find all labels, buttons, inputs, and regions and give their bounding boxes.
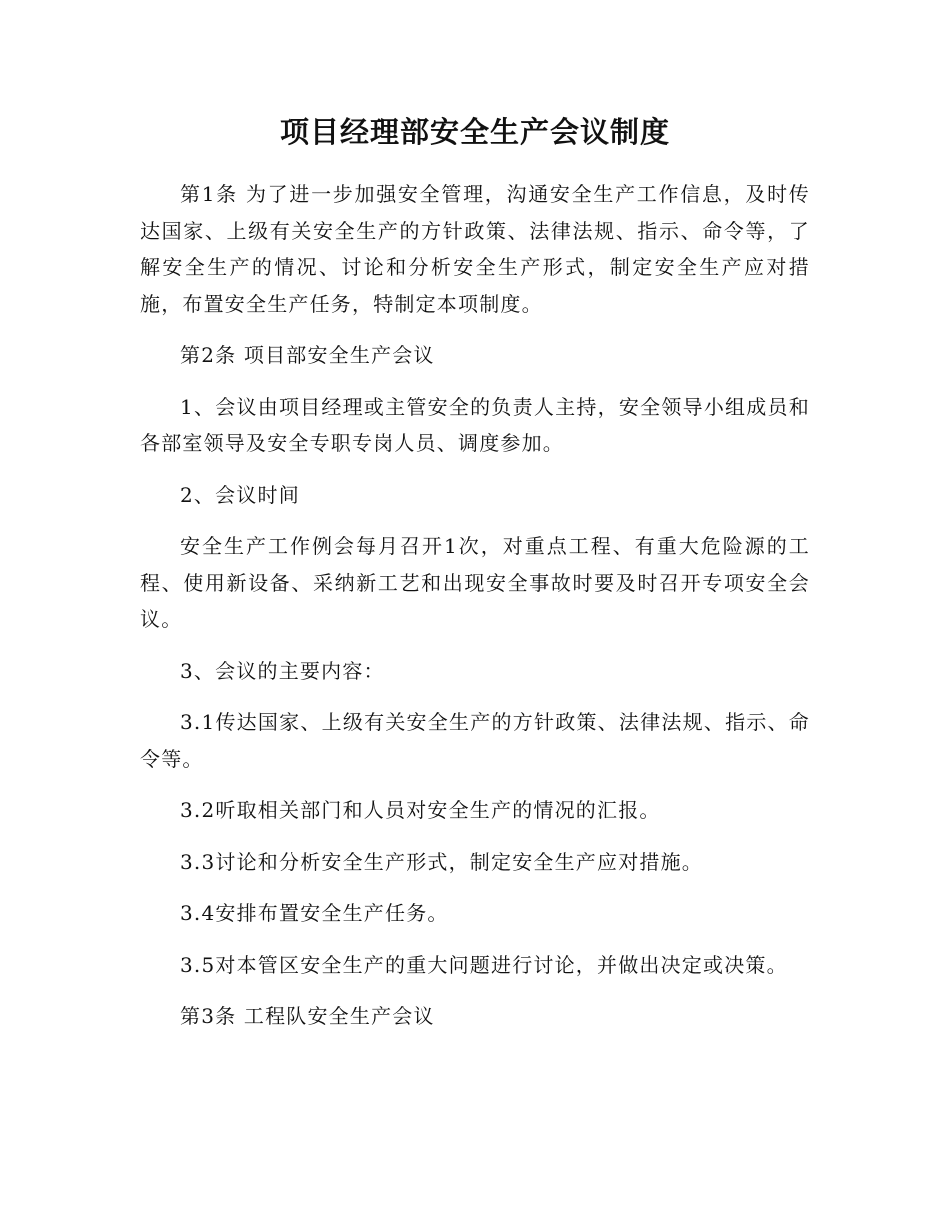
- content-item-3-2: 3.2听取相关部门和人员对安全生产的情况的汇报。: [180, 798, 661, 822]
- content-item-3-4: 3.4安排布置安全生产任务。: [180, 901, 449, 925]
- content-item-3-5: 3.5对本管区安全生产的重大问题进行讨论，并做出决定或决策。: [180, 952, 788, 977]
- article-2-heading: 第2条 项目部安全生产会议: [180, 343, 435, 367]
- meeting-content-heading: 3、会议的主要内容：: [180, 658, 385, 683]
- article-3-heading: 第3条 工程队安全生产会议: [180, 1004, 435, 1028]
- meeting-time-paragraph: 安全生产工作例会每月召开1次，对重点工程、有重大危险源的工程、使用新设备、采纳新工艺和出现安全事故时要及时召开专项安全会议。: [140, 534, 810, 631]
- document-title: 项目经理部安全生产会议制度: [279, 115, 670, 149]
- article-1-paragraph: 第1条 为了进一步加强安全管理，沟通安全生产工作信息，及时传达国家、上级有关安全生产的方针政策、法律法规、指示、命令等，了解安全生产的情况、讨论和分析安全生产形式，制定安全生产应对措施，布置安全生产任务，特制定本项制度。: [140, 182, 810, 316]
- content-item-3-1: 3.1传达国家、上级有关安全生产的方针政策、法律法规、指示、命令等。: [140, 710, 810, 771]
- meeting-host-paragraph: 1、会议由项目经理或主管安全的负责人主持，安全领导小组成员和各部室领导及安全专职专岗人员、调度参加。: [140, 394, 810, 455]
- meeting-time-heading: 2、会议时间: [180, 482, 300, 507]
- content-item-3-3: 3.3讨论和分析安全生产形式，制定安全生产应对措施。: [180, 849, 704, 874]
